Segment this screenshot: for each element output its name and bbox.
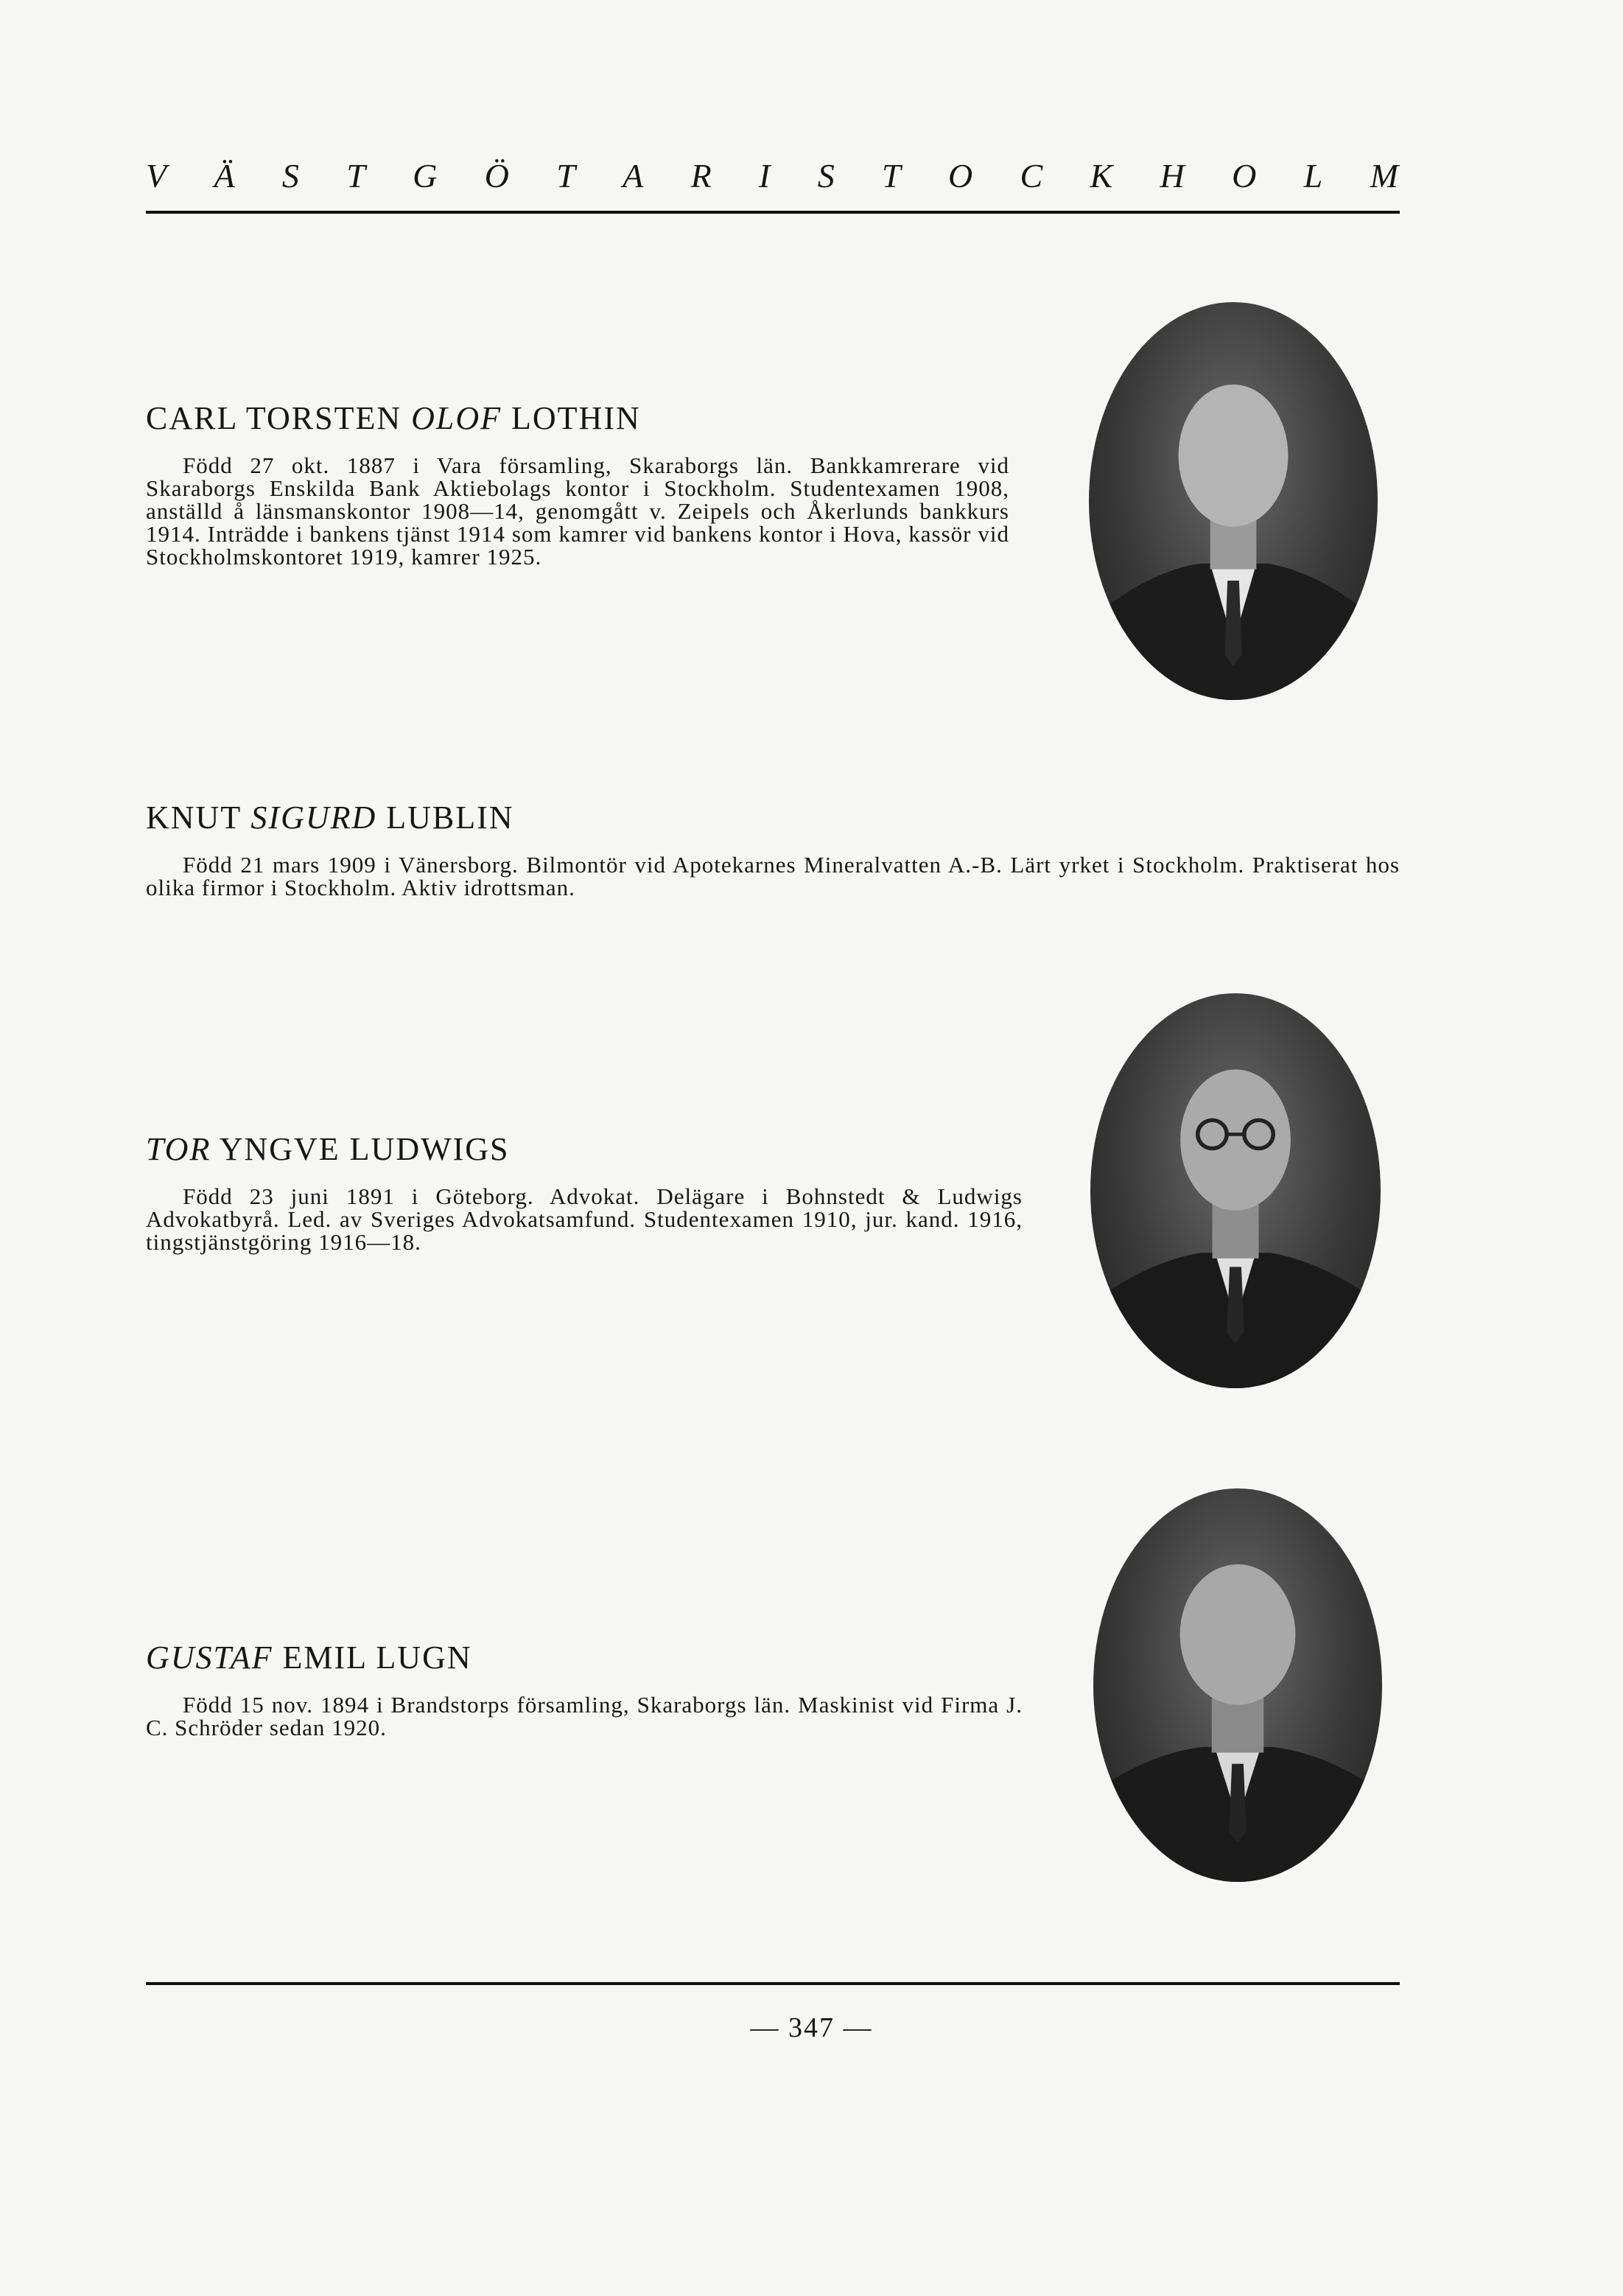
running-head-letter: G <box>413 157 439 195</box>
page-number: — 347 — <box>750 2012 873 2043</box>
running-head-letter: R <box>690 157 713 195</box>
entry-bio: Född 23 juni 1891 i Göteborg. Advokat. Delägare i Bohnstedt & Ludwigs Advokatbyrå. Led. av Sveriges Advokatsamfund. Studentexamen 1910, jur. kand. 1916, tingstjänstgöring 1916—18. <box>146 1183 1023 1255</box>
entry-name: KNUT SIGURD LUBLIN <box>146 799 514 836</box>
entry-name: GUSTAF EMIL LUGN <box>146 1639 472 1676</box>
running-head-letter: T <box>556 157 577 195</box>
entry-name: CARL TORSTEN OLOF LOTHIN <box>146 400 641 436</box>
running-head-letter: O <box>1232 157 1258 195</box>
portrait-photo <box>1093 1488 1382 1882</box>
running-head-letter: A <box>623 157 645 195</box>
entry-bio: Född 15 nov. 1894 i Brandstorps församling, Skaraborgs län. Maskinist vid Firma J. C. Schröder sedan 1920. <box>146 1692 1023 1740</box>
portrait-photo <box>1090 993 1381 1388</box>
running-head-letter: L <box>1303 157 1325 195</box>
running-head-letter: T <box>882 157 902 195</box>
running-head-letter: Ö <box>484 157 511 195</box>
running-head-letter: C <box>1020 157 1045 195</box>
entry-lublin <box>146 797 1400 899</box>
portrait-photo <box>1089 302 1378 700</box>
running-head-letter: T <box>346 157 367 195</box>
running-head-letter: Ä <box>214 157 236 195</box>
running-head-letter: K <box>1090 157 1115 195</box>
footer-rule <box>146 1982 1400 1985</box>
running-head-letter: M <box>1370 157 1400 195</box>
header-rule <box>146 211 1400 214</box>
running-head-letter: S <box>817 157 836 195</box>
entry-name: TOR YNGVE LUDWIGS <box>146 1131 510 1167</box>
running-head-letter: I <box>759 157 772 195</box>
entry-lothin <box>146 398 1009 568</box>
entry-bio: Född 27 okt. 1887 i Vara församling, Skaraborgs län. Bankkamrerare vid Skaraborgs Enskilda Bank Aktiebolags kontor i Stockholm. Studentexamen 1908, anställd å länsmanskontor 1908—14, genomgått v. Zeipels och Åkerlunds bankkurs 1914. Inträdde i bankens tjänst 1914 som kamrer vid bankens kontor i Hova, kassör vid Stockholmskontoret 1919, kamrer 1925. <box>146 452 1009 570</box>
entry-lugn <box>146 1637 1023 1739</box>
running-head-letter: S <box>281 157 301 195</box>
running-head-letter: O <box>947 157 975 195</box>
running-head-letter: H <box>1160 157 1186 195</box>
entry-bio: Född 21 mars 1909 i Vänersborg. Bilmontör vid Apotekarnes Mineralvatten A.-B. Lärt yrket i Stockholm. Praktiserat hos olika firmor i Stockholm. Aktiv idrottsman. <box>146 852 1400 900</box>
running-head-letter: V <box>146 157 169 195</box>
running-head <box>146 156 1400 195</box>
entry-ludwigs <box>146 1129 1023 1253</box>
